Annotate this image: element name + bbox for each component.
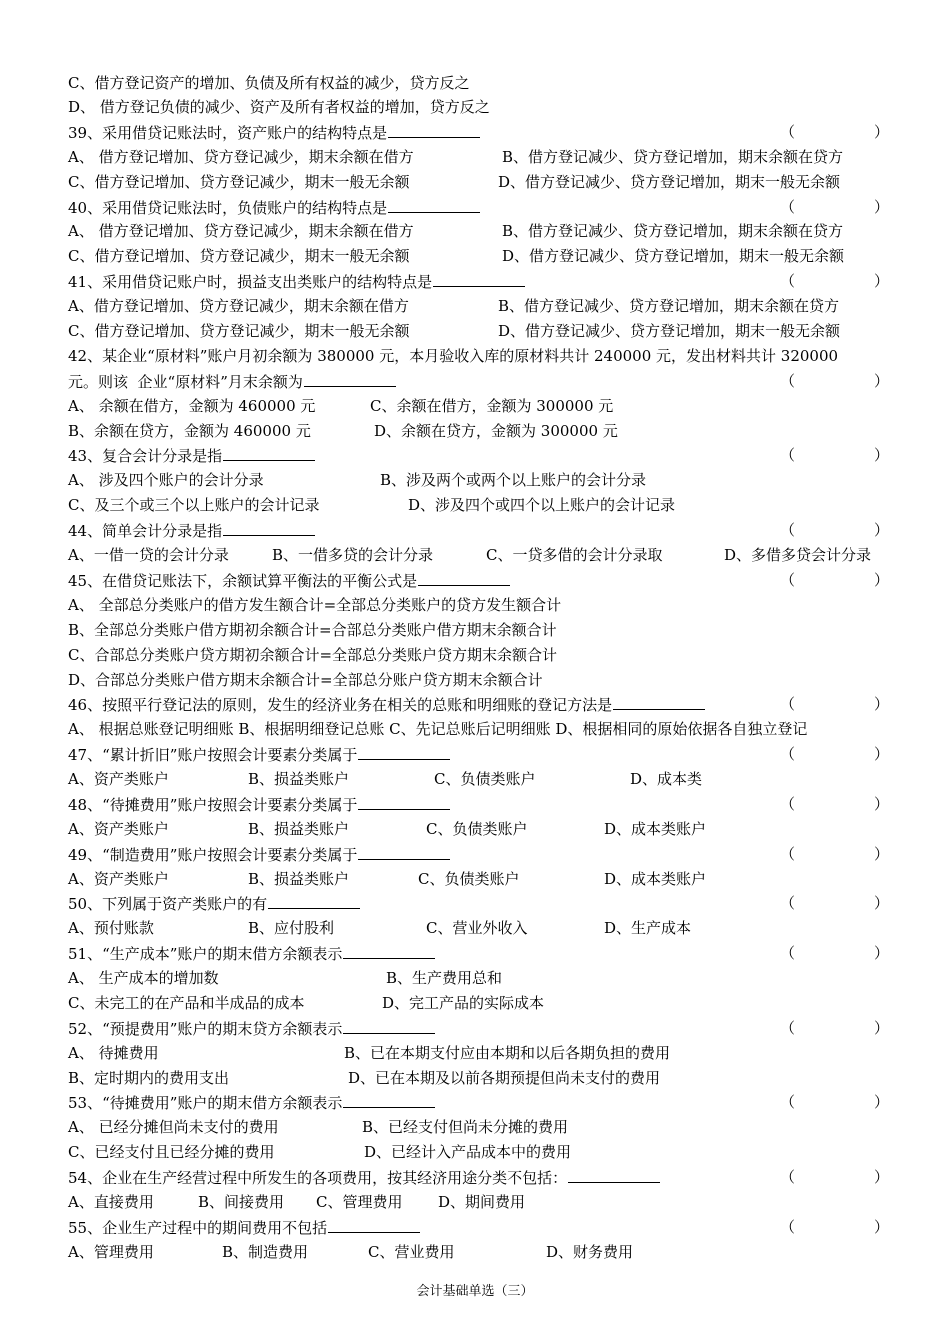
option-line	[68, 768, 886, 790]
option-text: A、 待摊费用	[68, 1044, 159, 1062]
question-text: 41、采用借贷记账户时，损益支出类账户的结构特点是	[68, 270, 525, 293]
answer-paren-open: （	[780, 795, 796, 813]
question-text: 53、“待摊费用”账户的期末借方余额表示	[68, 1091, 435, 1114]
option-line	[68, 1067, 886, 1089]
question-text: 39、采用借贷记账法时，资产账户的结构特点是	[68, 121, 480, 144]
option-line	[68, 295, 886, 317]
option-text: B、已在本期支付应由本期和以后各期负担的费用	[344, 1044, 671, 1062]
option-text: A、 余额在借方，金额为 460000 元	[68, 397, 316, 415]
answer-blank[interactable]	[613, 693, 705, 710]
option-text: A、直接费用	[68, 1193, 154, 1211]
answer-paren-close: ）	[874, 571, 890, 589]
option-line	[68, 469, 886, 491]
option-text: A、 借方登记增加、贷方登记减少，期末余额在借方	[68, 148, 414, 166]
question-line	[68, 444, 890, 466]
answer-blank[interactable]	[268, 892, 360, 909]
option-text: C、及三个或三个以上账户的会计记录	[68, 496, 320, 514]
option-text: B、已经支付但尚未分摊的费用	[362, 1118, 569, 1136]
option-text: A、资产类账户	[68, 770, 169, 788]
option-line	[68, 1191, 886, 1213]
answer-paren-close: ）	[874, 845, 890, 863]
answer-paren-open: （	[780, 446, 796, 464]
answer-blank[interactable]	[388, 196, 480, 213]
answer-blank[interactable]	[343, 1091, 435, 1108]
option-text: D、 借方登记负债的减少、资产及所有者权益的增加，贷方反之	[68, 98, 490, 116]
option-text: A、 已经分摊但尚未支付的费用	[68, 1118, 279, 1136]
question-line	[68, 743, 890, 765]
option-text: B、制造费用	[222, 1243, 309, 1261]
option-text: 42、某企业“原材料”账户月初余额为 380000 元，本月验收入库的原材料共计 240000 元，发出材料共计 320000	[68, 347, 839, 365]
option-text: B、损益类账户	[248, 770, 350, 788]
option-line	[68, 544, 886, 566]
answer-paren-open: （	[780, 198, 796, 216]
option-text: D、财务费用	[546, 1243, 634, 1261]
answer-paren-close: ）	[874, 695, 890, 713]
option-line	[68, 420, 886, 442]
question-text: 40、采用借贷记账法时，负债账户的结构特点是	[68, 196, 480, 219]
option-line	[68, 72, 886, 94]
option-line	[68, 245, 886, 267]
option-text: A、管理费用	[68, 1243, 154, 1261]
option-text: A、借方登记增加、贷方登记减少，期末余额在借方	[68, 297, 409, 315]
question-line	[68, 1091, 890, 1113]
option-line	[68, 669, 886, 691]
option-text: D、余额在贷方，金额为 300000 元	[374, 422, 618, 440]
option-text: C、管理费用	[316, 1193, 403, 1211]
option-text: B、定时期内的费用支出	[68, 1069, 230, 1087]
option-text: D、成本类	[630, 770, 703, 788]
answer-paren-open: （	[780, 695, 796, 713]
question-line	[68, 569, 890, 591]
answer-paren-open: （	[780, 521, 796, 539]
option-text: B、借方登记减少、贷方登记增加，期末余额在贷方	[498, 297, 840, 315]
question-text: 元。则该 企业“原材料”月末余额为	[68, 370, 396, 393]
question-line	[68, 1017, 890, 1039]
option-text: A、一借一贷的会计分录	[68, 546, 229, 564]
option-line	[68, 1042, 886, 1064]
option-text: A、资产类账户	[68, 820, 169, 838]
option-line	[68, 1241, 886, 1263]
answer-paren-open: （	[780, 1168, 796, 1186]
answer-paren-open: （	[780, 894, 796, 912]
option-line	[68, 171, 886, 193]
option-text: C、营业外收入	[426, 919, 528, 937]
question-text: 51、“生产成本”账户的期末借方余额表示	[68, 942, 435, 965]
answer-paren-close: ）	[874, 944, 890, 962]
question-line	[68, 843, 890, 865]
answer-paren-close: ）	[874, 123, 890, 141]
answer-blank[interactable]	[328, 1216, 420, 1233]
option-line	[68, 868, 886, 890]
option-line	[68, 718, 886, 740]
answer-blank[interactable]	[304, 370, 396, 387]
option-text: A、 生产成本的增加数	[68, 969, 219, 987]
option-line	[68, 320, 886, 342]
option-text: D、涉及四个或四个以上账户的会计记录	[408, 496, 676, 514]
answer-paren-open: （	[780, 745, 796, 763]
answer-blank[interactable]	[223, 444, 315, 461]
answer-paren-open: （	[780, 944, 796, 962]
option-text: B、余额在贷方，金额为 460000 元	[68, 422, 311, 440]
question-line	[68, 270, 890, 292]
option-line	[68, 818, 886, 840]
option-line	[68, 220, 886, 242]
question-text: 48、“待摊费用”账户按照会计要素分类属于	[68, 793, 450, 816]
answer-paren-close: ）	[874, 745, 890, 763]
option-text: D、合部总分类账户借方期末余额合计=全部总分账户贷方期末余额合计	[68, 671, 543, 689]
answer-blank[interactable]	[568, 1166, 660, 1183]
option-text: A、 根据总账登记明细账 B、根据明细登记总账 C、先记总账后记明细账 D、根据相同的原始依据各自独立登记	[68, 720, 808, 738]
answer-paren-close: ）	[874, 521, 890, 539]
answer-paren-close: ）	[874, 1218, 890, 1236]
option-text: B、借方登记减少、贷方登记增加，期末余额在贷方	[502, 222, 844, 240]
option-text: D、期间费用	[438, 1193, 526, 1211]
question-line	[68, 121, 890, 143]
answer-paren-close: ）	[874, 446, 890, 464]
answer-paren-open: （	[780, 845, 796, 863]
option-text: B、应付股利	[248, 919, 335, 937]
answer-blank[interactable]	[358, 743, 450, 760]
option-text: B、涉及两个或两个以上账户的会计分录	[380, 471, 647, 489]
option-text: C、未完工的在产品和半成品的成本	[68, 994, 305, 1012]
answer-blank[interactable]	[418, 569, 510, 586]
option-text: C、借方登记增加、贷方登记减少，期末一般无余额	[68, 247, 410, 265]
option-text: C、合部总分类账户贷方期初余额合计=全部总分类账户贷方期末余额合计	[68, 646, 558, 664]
option-text: C、借方登记增加、贷方登记减少，期末一般无余额	[68, 173, 410, 191]
option-line	[68, 967, 886, 989]
question-text: 52、“预提费用”账户的期末贷方余额表示	[68, 1017, 435, 1040]
option-line	[68, 395, 886, 417]
answer-paren-close: ）	[874, 894, 890, 912]
answer-blank[interactable]	[343, 942, 435, 959]
option-line	[68, 1116, 886, 1138]
option-text: D、完工产品的实际成本	[382, 994, 545, 1012]
option-text: D、成本类账户	[604, 820, 707, 838]
option-text: B、损益类账户	[248, 820, 350, 838]
question-text: 54、企业在生产经营过程中所发生的各项费用，按其经济用途分类不包括：	[68, 1166, 660, 1189]
question-line	[68, 793, 890, 815]
option-text: D、借方登记减少、贷方登记增加，期末一般无余额	[498, 322, 841, 340]
option-text: C、已经支付且已经分摊的费用	[68, 1143, 275, 1161]
option-text: B、生产费用总和	[386, 969, 503, 987]
page-footer: 会计基础单选（三）	[416, 1284, 534, 1299]
answer-paren-close: ）	[874, 795, 890, 813]
option-text: D、已在本期及以前各期预提但尚未支付的费用	[348, 1069, 661, 1087]
option-text: D、借方登记减少、贷方登记增加，期末一般无余额	[498, 173, 841, 191]
question-text: 44、简单会计分录是指	[68, 519, 315, 542]
option-line	[68, 345, 886, 367]
question-text: 46、按照平行登记法的原则，发生的经济业务在相关的总账和明细账的登记方法是	[68, 693, 705, 716]
answer-blank[interactable]	[223, 519, 315, 536]
option-text: C、负债类账户	[426, 820, 528, 838]
option-text: B、一借多贷的会计分录	[272, 546, 434, 564]
option-line	[68, 917, 886, 939]
option-text: A、预付账款	[68, 919, 154, 937]
option-text: D、成本类账户	[604, 870, 707, 888]
answer-blank[interactable]	[388, 121, 480, 138]
question-line	[68, 196, 890, 218]
answer-paren-close: ）	[874, 272, 890, 290]
option-text: B、损益类账户	[248, 870, 350, 888]
question-text: 47、“累计折旧”账户按照会计要素分类属于	[68, 743, 450, 766]
option-text: A、 涉及四个账户的会计分录	[68, 471, 264, 489]
option-text: A、 全部总分类账户的借方发生额合计=全部总分类账户的贷方发生额合计	[68, 596, 562, 614]
answer-blank[interactable]	[358, 793, 450, 810]
answer-blank[interactable]	[433, 270, 525, 287]
option-text: D、已经计入产品成本中的费用	[364, 1143, 572, 1161]
question-line	[68, 519, 890, 541]
option-text: D、生产成本	[604, 919, 692, 937]
question-text: 55、企业生产过程中的期间费用不包括	[68, 1216, 420, 1239]
question-line	[68, 892, 890, 914]
question-text: 43、复合会计分录是指	[68, 444, 315, 467]
answer-paren-open: （	[780, 272, 796, 290]
answer-paren-close: ）	[874, 1093, 890, 1111]
question-line	[68, 1166, 890, 1188]
option-line	[68, 1141, 886, 1163]
option-text: B、全部总分类账户借方期初余额合计=合部总分类账户借方期末余额合计	[68, 621, 557, 639]
answer-paren-open: （	[780, 1093, 796, 1111]
answer-blank[interactable]	[358, 843, 450, 860]
answer-paren-open: （	[780, 571, 796, 589]
question-text: 49、“制造费用”账户按照会计要素分类属于	[68, 843, 450, 866]
option-line	[68, 619, 886, 641]
answer-paren-close: ）	[874, 198, 890, 216]
answer-paren-open: （	[780, 1019, 796, 1037]
question-text: 50、下列属于资产类账户的有	[68, 892, 360, 915]
option-text: C、余额在借方，金额为 300000 元	[370, 397, 614, 415]
question-line	[68, 1216, 890, 1238]
option-text: C、借方登记增加、贷方登记减少，期末一般无余额	[68, 322, 410, 340]
answer-blank[interactable]	[343, 1017, 435, 1034]
option-line	[68, 992, 886, 1014]
answer-paren-close: ）	[874, 1168, 890, 1186]
question-line	[68, 693, 890, 715]
option-text: B、间接费用	[198, 1193, 285, 1211]
answer-paren-close: ）	[874, 372, 890, 390]
option-line	[68, 146, 886, 168]
option-text: D、多借多贷会计分录	[724, 546, 872, 564]
option-text: A、资产类账户	[68, 870, 169, 888]
question-line	[68, 370, 890, 392]
answer-paren-open: （	[780, 1218, 796, 1236]
option-line	[68, 594, 886, 616]
answer-paren-open: （	[780, 123, 796, 141]
option-text: C、借方登记资产的增加、负债及所有权益的减少，贷方反之	[68, 74, 470, 92]
option-text: D、借方登记减少、贷方登记增加，期末一般无余额	[502, 247, 845, 265]
option-line	[68, 96, 886, 118]
option-text: B、借方登记减少、贷方登记增加，期末余额在贷方	[502, 148, 844, 166]
answer-paren-open: （	[780, 372, 796, 390]
option-text: C、负债类账户	[434, 770, 536, 788]
option-text: C、一贷多借的会计分录取	[486, 546, 663, 564]
option-text: C、负债类账户	[418, 870, 520, 888]
question-line	[68, 942, 890, 964]
option-line	[68, 644, 886, 666]
answer-paren-close: ）	[874, 1019, 890, 1037]
option-line	[68, 494, 886, 516]
option-text: A、 借方登记增加、贷方登记减少，期末余额在借方	[68, 222, 414, 240]
question-text: 45、在借贷记账法下，余额试算平衡法的平衡公式是	[68, 569, 510, 592]
option-text: C、营业费用	[368, 1243, 455, 1261]
